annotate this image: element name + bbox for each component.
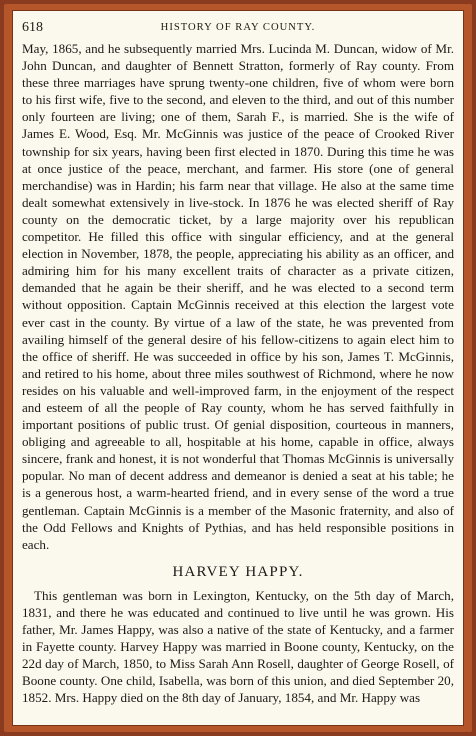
paragraph-continued: May, 1865, and he subsequently married Mrs. Lucinda M. Duncan, widow of Mr. John Duncan, and daughter of Bennett Stratton, formerly of Ray county. From these three marriages have sprung twenty-one children, five of whom were born to his first wife, five to the second, and eleven to the third, and out of this number only fourteen are living; one of them, Sarah F., is married. She is the wife of James E. Wood, Esq. Mr. McGinnis was justice of the peace of Crooked River township for six years, having been first elected in 1870. During this time he was at once justice of the peace, merchant, and farmer. His store (one of general merchandise) was in Hardin; his farm near that village. He also at the same time dealt somewhat extensively in live-stock. In 1876 he was elected sheriff of Ray county on the democratic ticket, by a large majority over his republican competitor. He filled this office with singular efficiency, and at the general election in November, 1878, the people, appreciating his ability as an officer, and admiring him for his many excellent traits of character as a private citizen, demanded that he again be their sheriff, and he was elected to a second term without opposition. Captain McGinnis received at this election the largest vote ever cast in the county. By virtue of a law of the state, he was prevented from availing himself of the general desire of his fellow-citizens to again elect him to the office of sheriff. He was succeeded in office by his son, James T. McGinnis, and retired to his home, about three miles southwest of Richmond, where he now resides on his valuable and well-improved farm, in the enjoyment of the respect and esteem of all the people of Ray county, whom he has served faithfully in important positions of public trust. Of genial disposition, courteous in manners, obliging and agreeable to all, hospitable at his home, capable in office, always sincere, frank and honest, it is not wonderful that Thomas McGinnis is universally popular. No man of decent address and demeanor is denied a seat at his table; he is a generous host, a warm-hearted friend, and in every sense of the word a true gentleman. Captain McGinnis is a member of the Masonic fraternity, and also of the Odd Fellows and Knights of Pythias, and has held responsible positions in each.	[22, 41, 454, 552]
page-number: 618	[22, 20, 43, 35]
page-body	[22, 40, 454, 706]
paragraph-harvey-happy: This gentleman was born in Lexington, Kentucky, on the 5th day of March, 1831, and there he was educated and continued to live until he was grown. His father, Mr. James Happy, was also a native of the state of Kentucky, and a farmer in Fayette county. Harvey Happy was married in Boone county, Kentucky, on the 22d day of March, 1850, to Miss Sarah Ann Rosell, daughter of George Rosell, of Boone county. One child, Isabella, was born of this union, and died September 20, 1852. Mrs. Happy died on the 8th day of January, 1854, and Mr. Happy was	[22, 587, 454, 706]
section-heading: HARVEY HAPPY.	[172, 563, 304, 580]
page-header	[22, 20, 454, 36]
book-page	[12, 10, 464, 726]
running-title: HISTORY OF RAY COUNTY.	[160, 22, 316, 33]
page-frame	[4, 4, 472, 732]
